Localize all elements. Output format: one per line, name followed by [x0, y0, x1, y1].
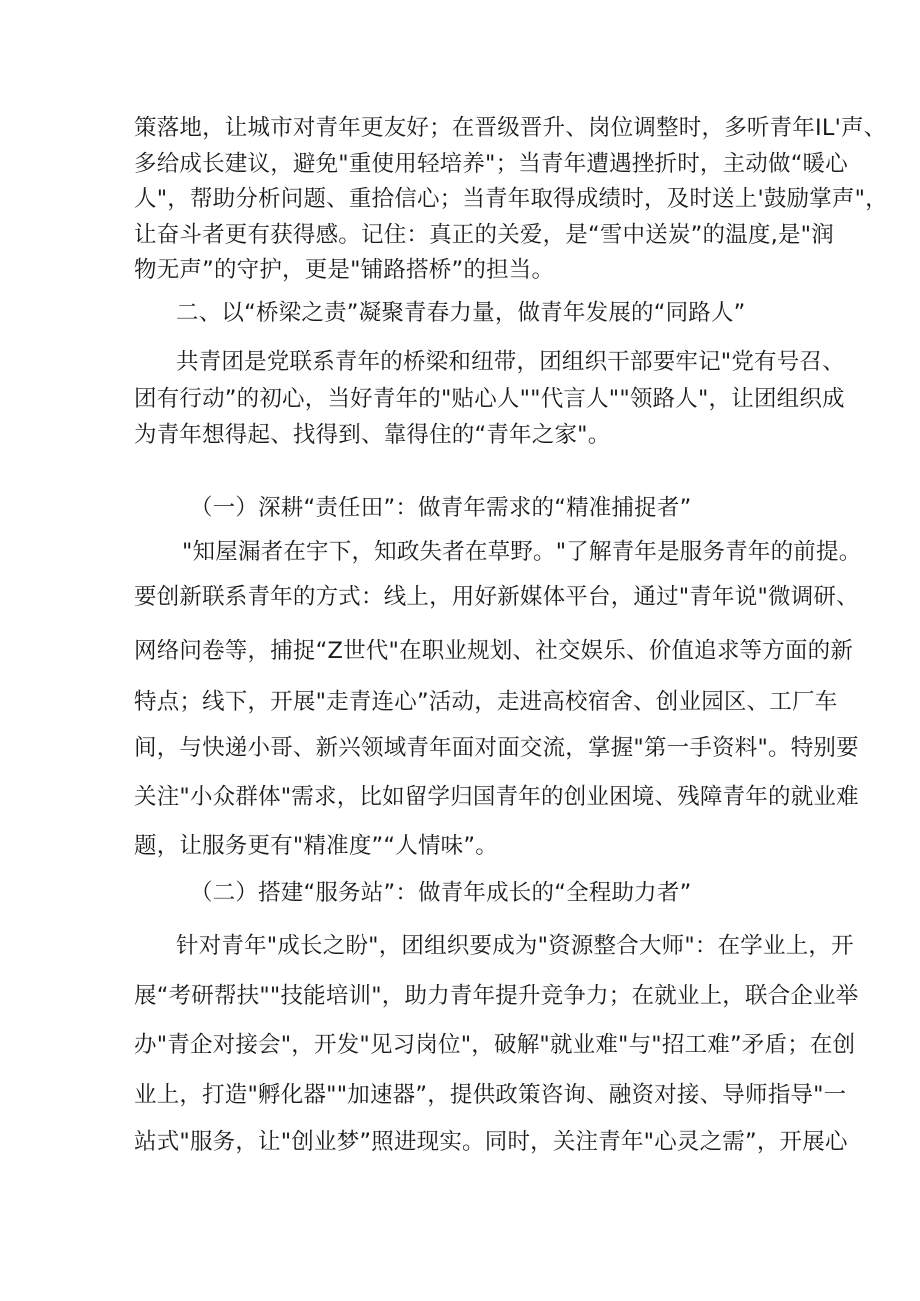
text-line: 让奋斗者更有获得感。记住：真正的关爱，是“雪中送炭”的温度,是"润: [134, 222, 834, 248]
text-line: 共青团是党联系青年的桥梁和纽带，团组织干部要牢记"党有号召、: [176, 349, 845, 375]
text-line: "知屋漏者在宇下，知政失者在草野。"了解青年是服务青年的前提。: [182, 539, 862, 565]
text-line: 策落地，让城市对青年更友好；在晋级晋升、岗位调整时，多听青年IL'声、: [134, 115, 887, 141]
subsection-heading: （一）深耕“责任田”：做青年需求的“精准捕捉者”: [190, 495, 692, 521]
text-line: 针对青年"成长之盼"，团组织要成为"资源整合大师"：在学业上，开: [176, 933, 854, 959]
subsection-heading: （二）搭建“服务站”：做青年成长的“全程助力者”: [190, 880, 692, 906]
text-line: 特点；线下，开展"走青连心”活动，走进高校宿舍、创业园区、工厂车: [134, 689, 838, 715]
text-line: 团有行动”的初心，当好青年的"贴心人""代言人""领路人"，让团组织成: [134, 386, 845, 412]
text-line: 关注"小众群体"需求，比如留学归国青年的创业困境、残障青年的就业难: [134, 784, 859, 810]
text-line: 站式"服务，让"创业梦”照进现实。同时，关注青年"心灵之需”，开展心: [134, 1129, 848, 1155]
text-line: 为青年想得起、找得到、靠得住的“青年之家"。: [134, 422, 611, 448]
text-line: 物无声”的守护，更是"铺路搭桥”的担当。: [134, 257, 555, 283]
text-line: 办"青企对接会"，开发"见习岗位"，破解"就业难"与"招工难”矛盾；在创: [134, 1032, 856, 1058]
section-heading: 二、以“桥梁之责”凝聚青春力量，做青年发展的“同路人”: [176, 300, 746, 326]
text-line: 业上，打造"孵化器""加速器”，提供政策咨询、融资对接、导师指导"一: [134, 1082, 847, 1108]
text-line: 要创新联系青年的方式：线上，用好新媒体平台，通过"青年说"微调研、: [134, 584, 859, 610]
text-line: 展“考研帮扶""技能培训"，助力青年提升竞争力；在就业上，联合企业举: [134, 983, 859, 1009]
text-line: 多给成长建议，避免"重使用轻培养"；当青年遭遇挫折时，主动做“暖心: [134, 151, 848, 177]
text-line: 题，让服务更有"精准度”“人情味”。: [134, 833, 498, 859]
text-line: 间，与快递小哥、新兴领域青年面对面交流，掌握"第一手资料"。特别要: [134, 735, 859, 761]
text-line: 网络问卷等，捕捉“Z世代"在职业规划、社交娱乐、价值追求等方面的新: [134, 638, 854, 664]
text-line: 人"，帮助分析问题、重拾信心；当青年取得成绩时，及时送上'鼓励掌声"，: [134, 186, 888, 212]
